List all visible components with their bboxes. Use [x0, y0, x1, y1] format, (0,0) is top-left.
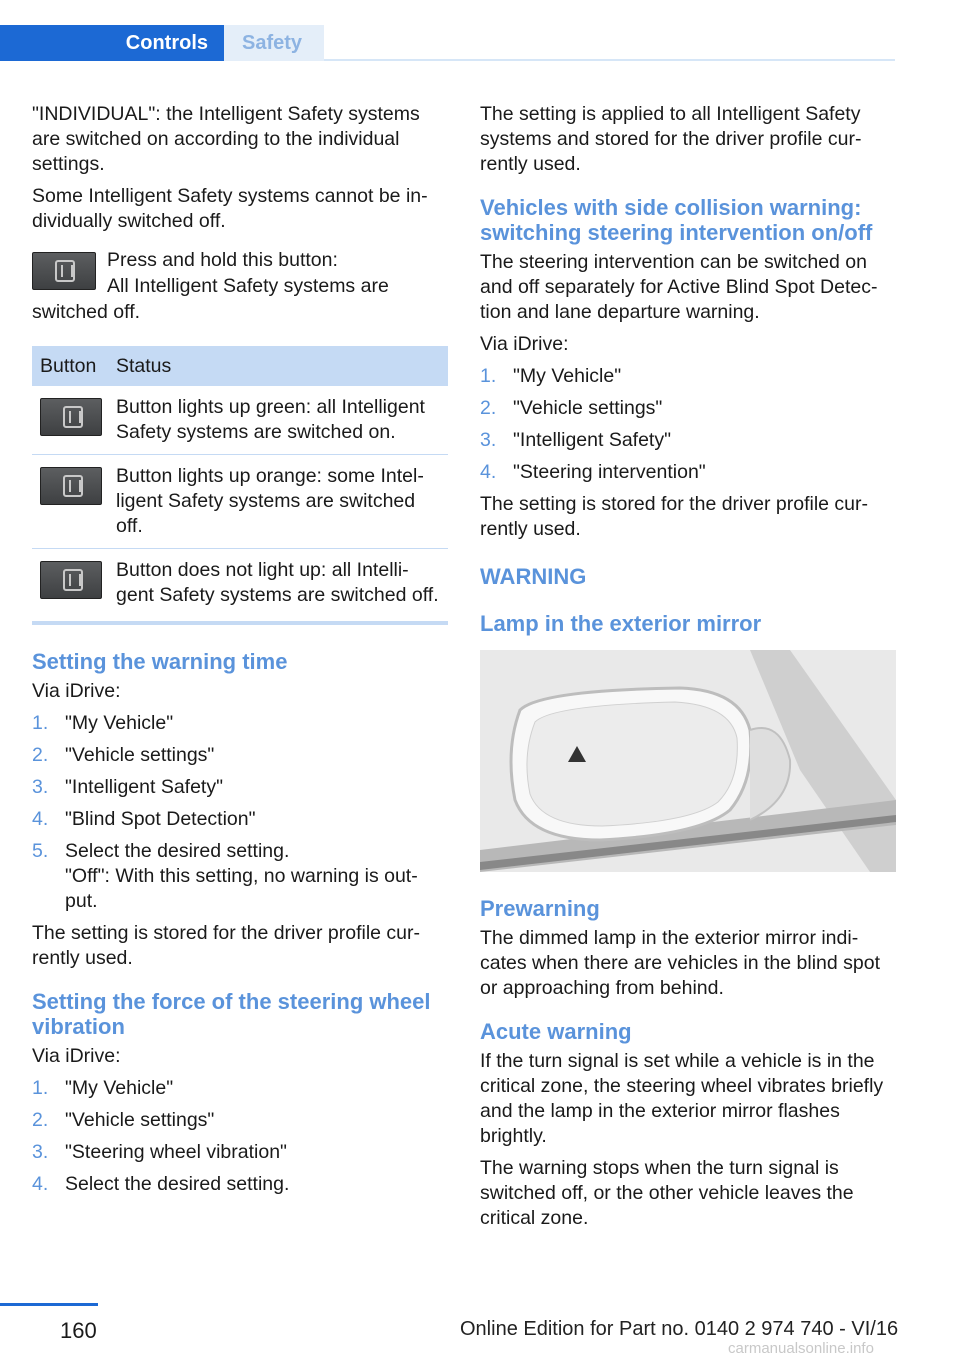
steps-warning-time — [32, 711, 448, 914]
list-item: 1. "My Vehicle" — [32, 712, 174, 734]
press-hold-text: Press and hold this button: — [107, 249, 338, 271]
steps-steering-force — [32, 1076, 448, 1197]
safety-button-green-icon — [40, 398, 102, 436]
heading-steering-force: Setting the force of the steering wheel vibration — [32, 989, 431, 1039]
acute-warning-text: If the turn signal is set while a vehicle is in the critical zone, the steering wheel vibrates briefly and the lamp in the exterior mirror flashes brightly. — [480, 1050, 884, 1147]
footer-divider — [0, 1303, 98, 1306]
paragraph-individual: "INDIVIDUAL": the Intelligent Safety systems are switched on according to the individual settings. — [32, 103, 420, 175]
table-cell-status: Button lights up orange: some Intel-ligent Safety systems are switched off. — [108, 455, 448, 549]
watermark: carmanualsonline.info — [728, 1340, 874, 1357]
tab-controls[interactable]: Controls — [0, 25, 224, 61]
stored-text-2: The setting is stored for the driver profile cur-rently used. — [480, 493, 868, 540]
table-row — [32, 455, 448, 549]
paragraph-setting-applied: The setting is applied to all Intelligent Safety systems and stored for the driver profile cur-rently used. — [480, 103, 862, 175]
list-item: 2. "Vehicle settings" — [32, 1109, 215, 1131]
table-cell-status: Button lights up green: all Intelligent Safety systems are switched on. — [108, 386, 448, 455]
left-column — [32, 102, 448, 1204]
right-column — [480, 102, 896, 1238]
header-tabs — [0, 25, 895, 61]
list-item: 4. "Blind Spot Detection" — [32, 808, 256, 830]
list-item: 2. "Vehicle settings" — [32, 744, 215, 766]
via-idrive-3: Via iDrive: — [480, 333, 569, 355]
prewarning-text: The dimmed lamp in the exterior mirror indi-cates when there are vehicles in the blind spot or approaching from behind. — [480, 927, 880, 999]
list-item: 3. "Intelligent Safety" — [32, 776, 224, 798]
list-item: 3. "Intelligent Safety" — [480, 429, 672, 451]
footer-edition: Online Edition for Part no. 0140 2 974 740 - VI/16 — [460, 1318, 899, 1340]
list-item: 4. Select the desired setting. — [32, 1173, 290, 1195]
table-cell-status: Button does not light up: all Intelli-gent Safety systems are switched off. — [108, 549, 448, 624]
press-hold-text-2: All Intelligent Safety systems are — [107, 275, 389, 297]
paragraph-steering-intervention: The steering intervention can be switched on and off separately for Active Blind Spot Detec-tion and lane departure warning. — [480, 251, 878, 323]
heading-warning: WARNING — [480, 564, 587, 589]
list-item: 1. "My Vehicle" — [32, 1077, 174, 1099]
safety-button-off-icon — [40, 561, 102, 599]
stored-text-1: The setting is stored for the driver profile cur-rently used. — [32, 922, 420, 969]
table-row — [32, 386, 448, 455]
safety-button-icon — [32, 252, 96, 290]
list-item: 5. Select the desired setting. "Off": With this setting, no warning is out-put. — [32, 840, 418, 912]
table-header-row — [32, 346, 448, 386]
exterior-mirror-image — [480, 650, 896, 872]
steps-steering-intervention — [480, 364, 896, 485]
table-header-button: Button — [32, 346, 108, 386]
safety-button-orange-icon — [40, 467, 102, 505]
heading-warning-time: Setting the warning time — [32, 649, 288, 674]
table-header-status: Status — [108, 346, 448, 386]
list-item: 1. "My Vehicle" — [480, 365, 622, 387]
button-status-table — [32, 346, 448, 625]
list-item: 4. "Steering intervention" — [480, 461, 706, 483]
heading-acute-warning: Acute warning — [480, 1019, 632, 1044]
heading-prewarning: Prewarning — [480, 896, 600, 921]
list-item: 2. "Vehicle settings" — [480, 397, 663, 419]
via-idrive-1: Via iDrive: — [32, 680, 121, 702]
list-item: 3. "Steering wheel vibration" — [32, 1141, 287, 1163]
table-row — [32, 549, 448, 624]
press-hold-block — [32, 248, 448, 328]
heading-side-collision: Vehicles with side collision warning: switching steering intervention on/off — [480, 195, 873, 245]
via-idrive-2: Via iDrive: — [32, 1045, 121, 1067]
heading-lamp-mirror: Lamp in the exterior mirror — [480, 611, 762, 636]
page-number: 160 — [60, 1318, 97, 1343]
warning-stops-text: The warning stops when the turn signal is switched off, or the other vehicle leaves the critical zone. — [480, 1157, 854, 1229]
mirror-illustration — [480, 650, 896, 872]
tab-safety[interactable]: Safety — [224, 25, 324, 61]
paragraph-some-systems: Some Intelligent Safety systems cannot be in-dividually switched off. — [32, 185, 428, 232]
press-hold-text-3: switched off. — [32, 301, 141, 323]
step5-sub-text: "Off": With this setting, no warning is out-put. — [65, 865, 418, 912]
